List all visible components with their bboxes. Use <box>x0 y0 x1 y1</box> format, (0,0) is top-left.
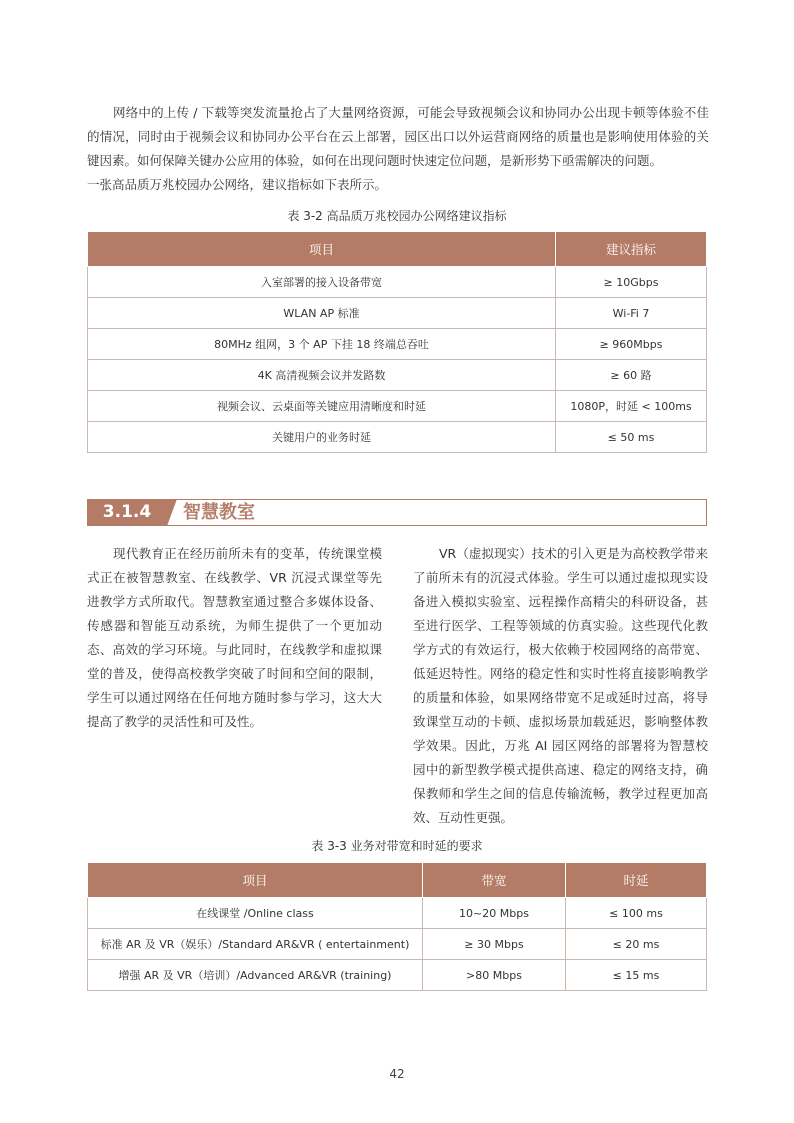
table-row <box>88 422 707 453</box>
table-cell: 4K 高清视频会议并发路数 <box>88 360 556 391</box>
table-cell: 10~20 Mbps <box>423 898 566 929</box>
table2 <box>87 862 707 991</box>
table-row <box>88 267 707 298</box>
table2-header-bandwidth: 带宽 <box>423 863 566 898</box>
table-cell: 1080P，时延 < 100ms <box>556 391 707 422</box>
table-cell: 视频会议、云桌面等关键应用清晰度和时延 <box>88 391 556 422</box>
table-cell: ≤ 20 ms <box>566 929 707 960</box>
table1-header-row <box>88 232 707 267</box>
intro-paragraph-1: 网络中的上传 / 下载等突发流量抢占了大量网络资源，可能会导致视频会议和协同办公出现卡顿等体验不佳的情况，同时由于视频会议和协同办公平台在云上部署，园区出口以外运营商网络的质量也是影响使用体验的关键因素。如何保障关键办公应用的体验，如何在出现问题时快速定位问题，是新形势下亟需解决的问题。 <box>87 105 709 168</box>
table1-header-item: 项目 <box>88 232 556 267</box>
table1 <box>87 231 707 453</box>
table-cell: >80 Mbps <box>423 960 566 991</box>
table-row <box>88 391 707 422</box>
section-heading-border <box>87 499 707 526</box>
table-cell: ≤ 50 ms <box>556 422 707 453</box>
table-row <box>88 929 707 960</box>
left-column-paragraph: 现代教育正在经历前所未有的变革，传统课堂模式正在被智慧教室、在线教学、VR 沉浸式课堂等先进教学方式所取代。智慧教室通过整合多媒体设备、传感器和智能互动系统，为师生提供了一个更加动态、高效的学习环境。与此同时，在线教学和虚拟课堂的普及，使得高校教学突破了时间和空间的限制，学生可以通过网络在任何地方随时参与学习，这大大提高了教学的灵活性和可及性。 <box>87 546 382 729</box>
table2-header-item: 项目 <box>88 863 423 898</box>
section-heading <box>87 499 707 526</box>
table-row <box>88 898 707 929</box>
table-row <box>88 298 707 329</box>
table2-header-row <box>88 863 707 898</box>
table-cell: ≤ 15 ms <box>566 960 707 991</box>
table2-header-latency: 时延 <box>566 863 707 898</box>
table-cell: ≥ 10Gbps <box>556 267 707 298</box>
table1-header-value: 建议指标 <box>556 232 707 267</box>
section-number: 3.1.4 <box>87 499 167 526</box>
table-cell: Wi-Fi 7 <box>556 298 707 329</box>
table-row <box>88 329 707 360</box>
section-title: 智慧教室 <box>183 502 255 523</box>
table-cell: ≥ 30 Mbps <box>423 929 566 960</box>
right-column <box>413 542 708 830</box>
page-number: 42 <box>389 1067 405 1081</box>
table-cell: 入室部署的接入设备带宽 <box>88 267 556 298</box>
table1-caption: 表 3-2 高品质万兆校园办公网络建议指标 <box>287 209 507 223</box>
table-cell: 标准 AR 及 VR（娱乐）/Standard AR&VR ( entertainment) <box>88 929 423 960</box>
table-row <box>88 360 707 391</box>
table-cell: 增强 AR 及 VR（培训）/Advanced AR&VR (training) <box>88 960 423 991</box>
table-cell: ≥ 60 路 <box>556 360 707 391</box>
table-row <box>88 960 707 991</box>
table-cell: WLAN AP 标准 <box>88 298 556 329</box>
table2-caption: 表 3-3 业务对带宽和时延的要求 <box>311 839 483 853</box>
left-column <box>87 542 382 734</box>
intro-text <box>87 101 709 197</box>
right-column-paragraph: VR（虚拟现实）技术的引入更是为高校教学带来了前所未有的沉浸式体验。学生可以通过虚拟现实设备进入模拟实验室、远程操作高精尖的科研设备，甚至进行医学、工程等领域的仿真实验。这些现代化教学方式的有效运行，极大依赖于校园网络的高带宽、低延迟特性。网络的稳定性和实时性将直接影响教学的质量和体验，如果网络带宽不足或延时过高，将导致课堂互动的卡顿、虚拟场景加载延迟，影响整体教学效果。因此，万兆 AI 园区网络的部署将为智慧校园中的新型教学模式提供高速、稳定的网络支持，确保教师和学生之间的信息传输流畅，教学过程更加高效、互动性更强。 <box>413 546 708 825</box>
table-cell: 关键用户的业务时延 <box>88 422 556 453</box>
table-cell: 80MHz 组网，3 个 AP 下挂 18 终端总吞吐 <box>88 329 556 360</box>
table-cell: 在线课堂 /Online class <box>88 898 423 929</box>
section-number-notch <box>167 499 177 526</box>
table-cell: ≥ 960Mbps <box>556 329 707 360</box>
table-cell: ≤ 100 ms <box>566 898 707 929</box>
intro-paragraph-2: 一张高品质万兆校园办公网络，建议指标如下表所示。 <box>87 177 388 192</box>
